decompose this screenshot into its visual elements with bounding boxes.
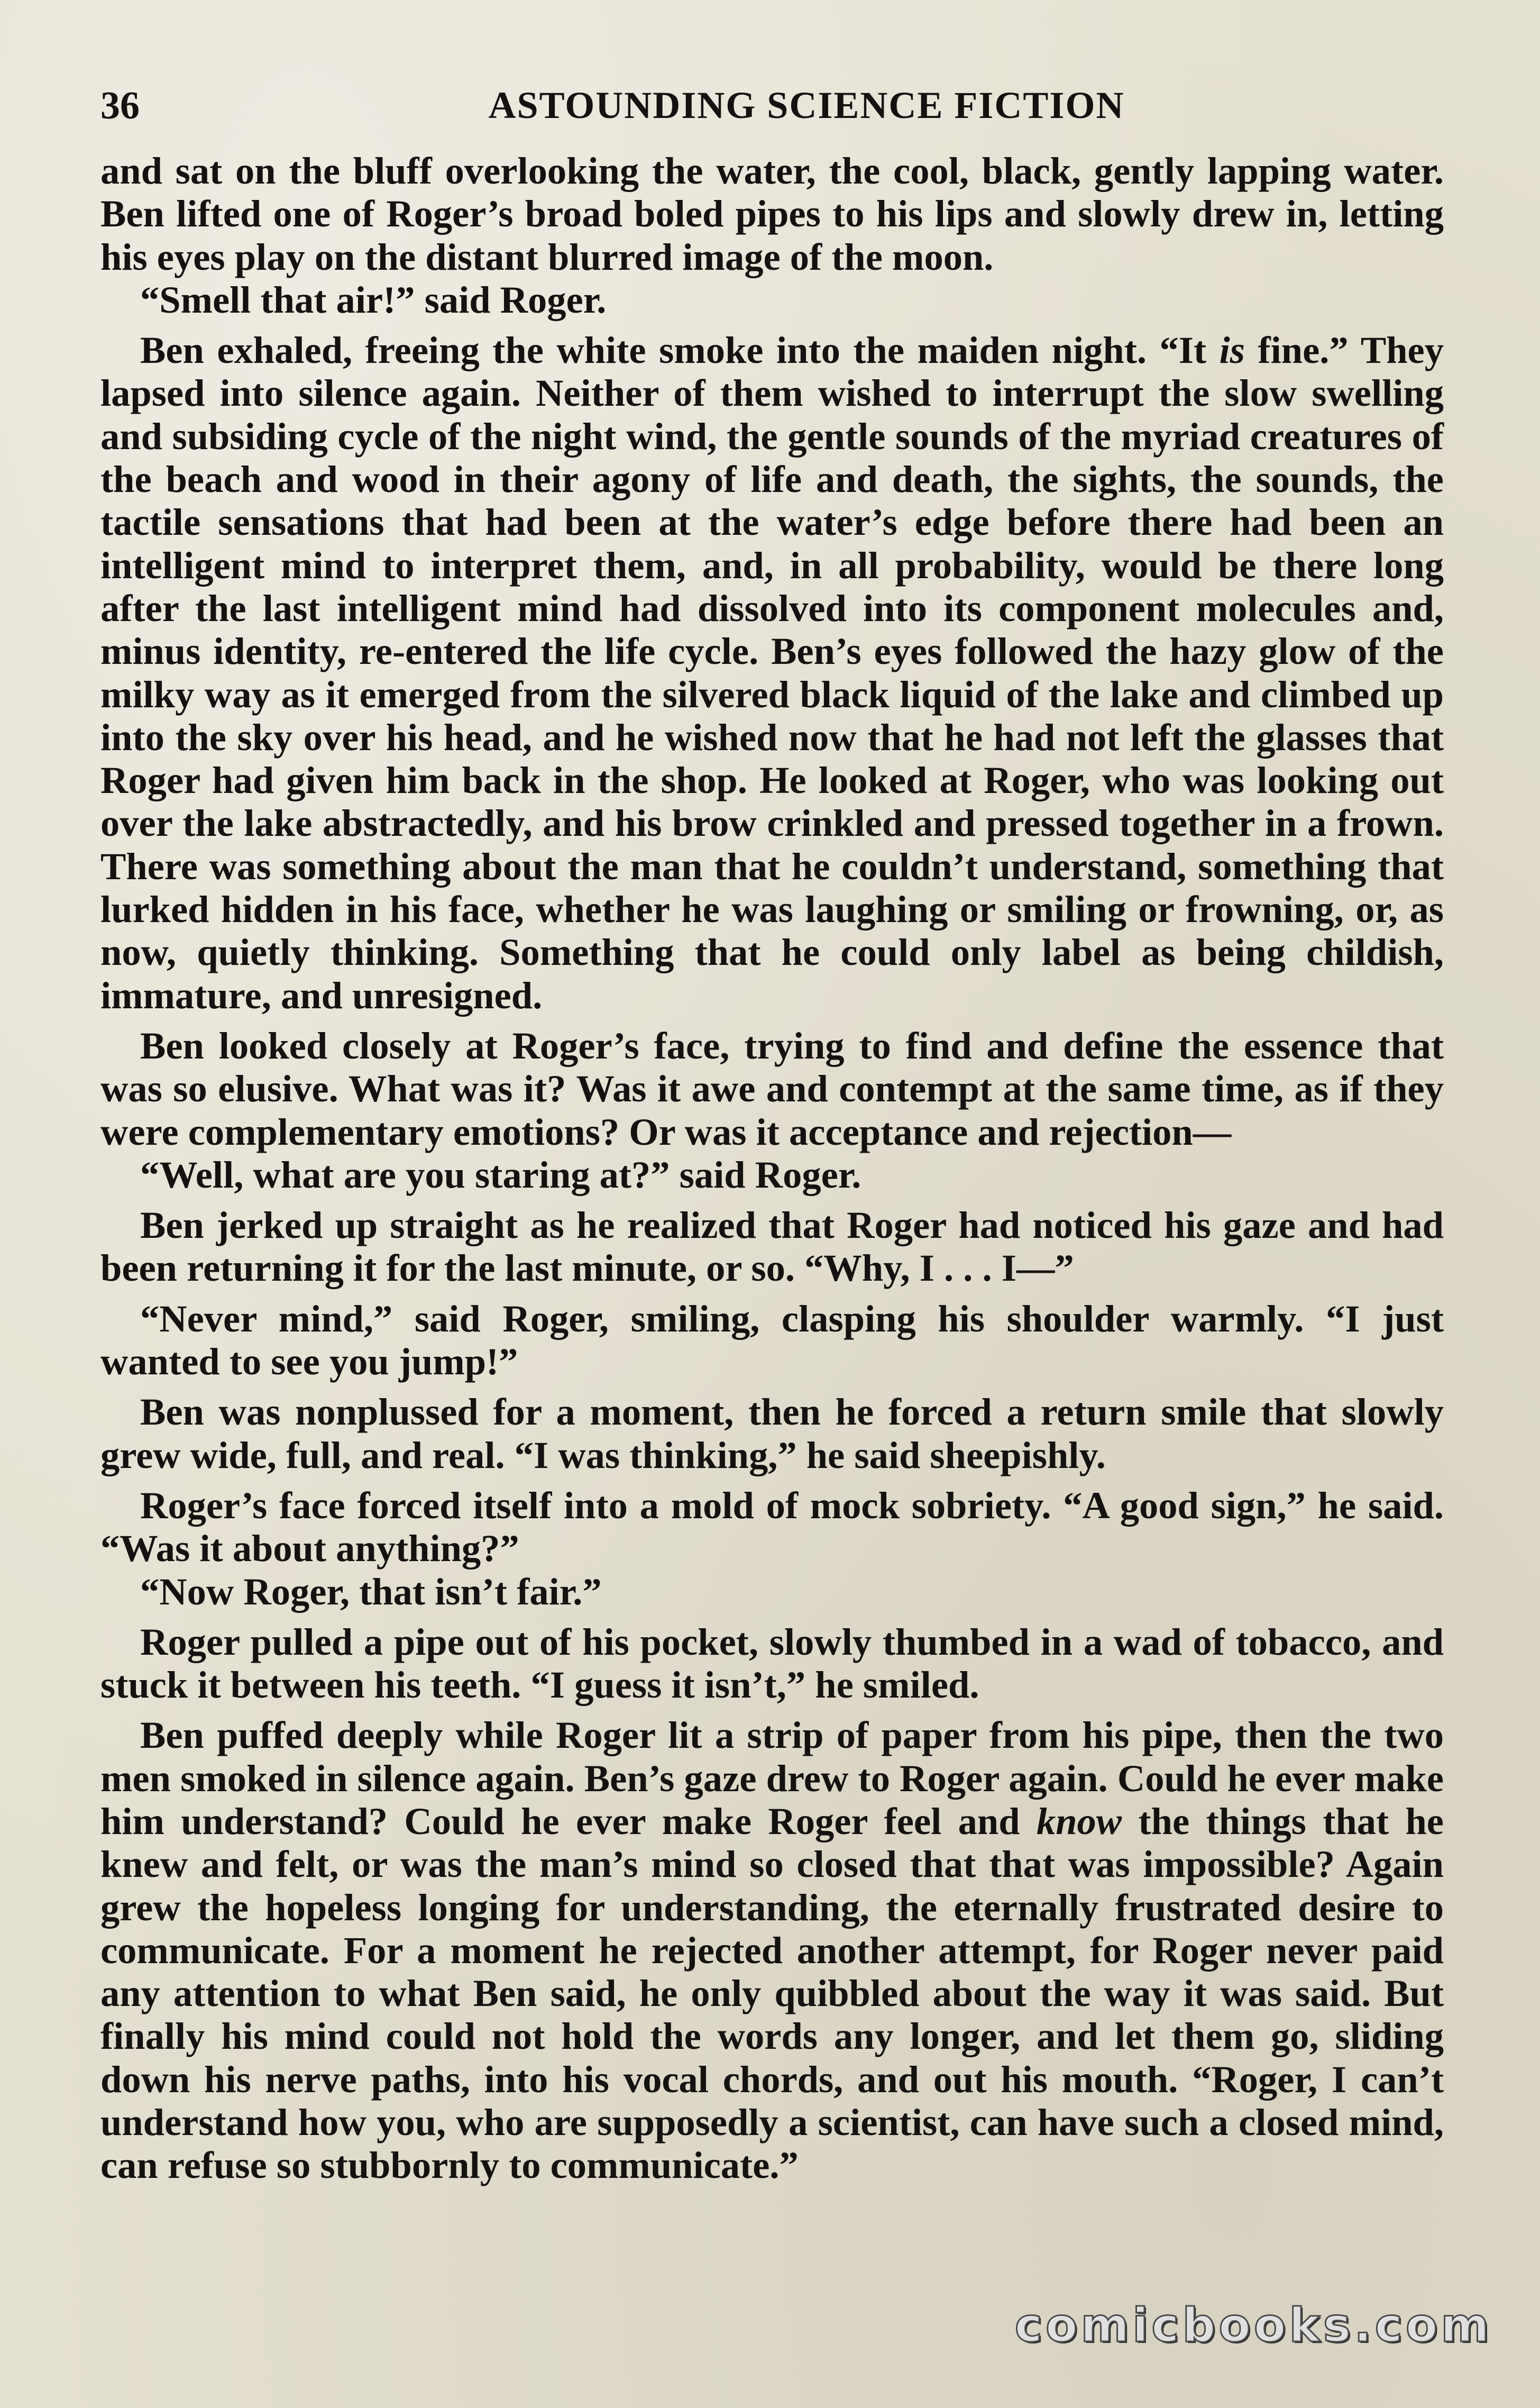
paragraph-10: “Now Roger, that isn’t fair.” bbox=[140, 1570, 602, 1613]
paragraph-12-part-2: the things that he knew and felt, or was the man’s mind so closed that that was impossible? Again grew the hopeless longing for understanding, the eternally frustrated desire to communicate. For a moment he rejected another attempt, for Roger never paid any attention to what Ben said, he only quibbled about the way it was said. But finally his mind could not hold the words any longer, and let them go, sliding down his nerve paths, into his vocal chords, and out his mouth. “Roger, I can’t understand how you, who are supposedly a scientist, can have such a closed mind, can refuse so stubbornly to communicate.” bbox=[100, 1799, 1444, 2187]
paragraph-1: and sat on the bluff overlooking the water, the cool, black, gently lapping water. Ben lifted one of Roger’s broad boled pipes to his lips and slowly drew in, letting his eyes play on the distant blurred image of the moon. bbox=[100, 149, 1444, 278]
paragraph-11: Roger pulled a pipe out of his pocket, slowly thumbed in a wad of tobacco, and stuck it between his teeth. “I guess it isn’t,” he smiled. bbox=[100, 1620, 1444, 1707]
paragraph-4: Ben looked closely at Roger’s face, trying to find and define the essence that was so elusive. What was it? Was it awe and contempt at the same time, as if they were complementary emotions? Or was it acceptance and rejection— bbox=[100, 1024, 1444, 1153]
story-text bbox=[100, 149, 1444, 2187]
paragraph-9: Roger’s face forced itself into a mold of mock sobriety. “A good sign,” he said. “Was it about anything?” bbox=[100, 1483, 1444, 1570]
running-head bbox=[100, 79, 1449, 138]
paragraph-3-part-2: fine.” They lapsed into silence again. Neither of them wished to interrupt the slow swelling and subsiding cycle of the night wind, the gentle sounds of the myriad creatures of the beach and wood in their agony of life and death, the sights, the sounds, the tactile sensations that had been at the water’s edge before there had been an intelligent mind to interpret them, and, in all probability, would be there long after the last intelligent mind had dissolved into its component molecules and, minus identity, re-entered the life cycle. Ben’s eyes followed the hazy glow of the milky way as it emerged from the silvered black liquid of the lake and climbed up into the sky over his head, and he wished now that he had not left the glasses that Roger had given him back in the shop. He looked at Roger, who was looking out over the lake abstractedly, and his brow crinkled and pressed together in a frown. There was something about the man that he couldn’t understand, something that lurked hidden in his face, whether he was laughing or smiling or frowning, or, as now, quietly thinking. Something that he could only label as being childish, immature, and unresigned. bbox=[100, 329, 1444, 1017]
paragraph-3 bbox=[100, 329, 1444, 1017]
emphasis-know: know bbox=[1036, 1799, 1122, 1843]
paragraph-8: Ben was nonplussed for a moment, then he forced a return smile that slowly grew wide, full, and real. “I was thinking,” he said sheepishly. bbox=[100, 1390, 1444, 1476]
paragraph-3-part-1: Ben exhaled, freeing the white smoke into the maiden night. “It bbox=[140, 329, 1220, 372]
watermark-logo: comicbooks.com bbox=[1014, 2298, 1492, 2352]
paragraph-7: “Never mind,” said Roger, smiling, clasping his shoulder warmly. “I just wanted to see you jump!” bbox=[100, 1297, 1444, 1383]
paragraph-5: “Well, what are you staring at?” said Roger. bbox=[140, 1153, 861, 1196]
magazine-title: ASTOUNDING SCIENCE FICTION bbox=[488, 84, 1125, 126]
paragraph-6: Ben jerked up straight as he realized that Roger had noticed his gaze and had been returning it for the last minute, or so. “Why, I . . . I—” bbox=[100, 1203, 1444, 1290]
paragraph-12 bbox=[100, 1713, 1444, 2186]
paragraph-2: “Smell that air!” said Roger. bbox=[140, 278, 607, 321]
emphasis-is: is bbox=[1219, 329, 1245, 372]
page-number: 36 bbox=[100, 84, 140, 127]
paragraph-12-part-1: Ben puffed deeply while Roger lit a strip of paper from his pipe, then the two men smoked in silence again. Ben’s gaze drew to Roger again. Could he ever make him understand? Could he ever make Roger feel and bbox=[100, 1713, 1444, 1843]
